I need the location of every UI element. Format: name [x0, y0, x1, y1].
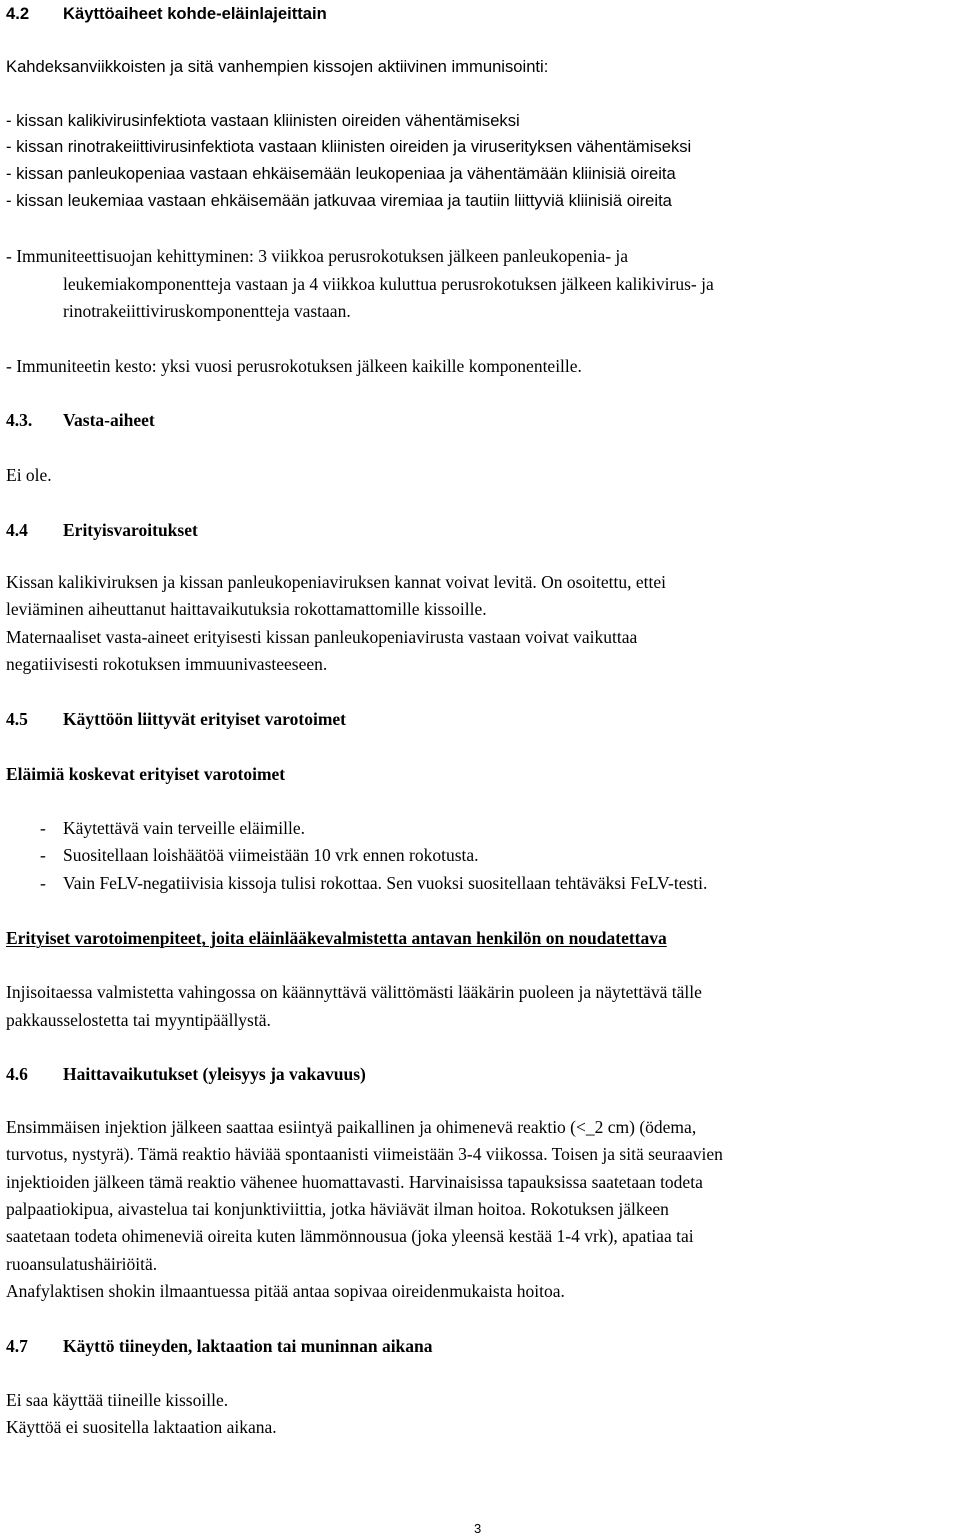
- list-dash: -: [40, 818, 46, 838]
- paragraph-line: - Immuniteettisuojan kehittyminen: 3 viikkoa perusrokotuksen jälkeen panleukopenia- ja: [6, 246, 629, 266]
- subheading: Erityiset varotoimenpiteet, joita eläinlääkevalmistetta antavan henkilön on noudatettava: [6, 928, 667, 948]
- paragraph-line: turvotus, nystyrä). Tämä reaktio häviää spontaanisti viimeistään 3-4 viikossa. Toisen ja sitä seuraavien: [6, 1144, 723, 1164]
- list-item: - kissan rinotrakeiittivirusinfektiota vastaan kliinisten oireiden ja viruserityksen vähentämiseksi: [6, 137, 692, 156]
- section-title: Käyttöaiheet kohde-eläinlajeittain: [63, 4, 327, 23]
- paragraph: Ei ole.: [6, 465, 52, 485]
- paragraph-line: ruoansulatushäiriöitä.: [6, 1254, 158, 1274]
- list-item: - kissan kalikivirusinfektiota vastaan kliinisten oireiden vähentämiseksi: [6, 111, 520, 130]
- paragraph-line: Anafylaktisen shokin ilmaantuessa pitää antaa sopivaa oireidenmukaista hoitoa.: [6, 1281, 565, 1301]
- section-number: 4.2: [6, 4, 30, 23]
- paragraph-line: injektioiden jälkeen tämä reaktio vähenee huomattavasti. Harvinaisissa tapauksissa saatetaan todeta: [6, 1172, 703, 1192]
- section-number: 4.5: [6, 709, 28, 729]
- section-number: 4.7: [6, 1336, 28, 1356]
- paragraph-line: Ei saa käyttää tiineille kissoille.: [6, 1390, 229, 1410]
- section-number: 4.3.: [6, 410, 33, 430]
- list-dash: -: [40, 845, 46, 865]
- paragraph-line: negatiivisesti rokotuksen immuunivasteeseen.: [6, 654, 328, 674]
- list-item: - kissan panleukopeniaa vastaan ehkäisemään leukopeniaa ja vähentämään kliinisiä oireita: [6, 164, 676, 183]
- subheading: Eläimiä koskevat erityiset varotoimet: [6, 764, 286, 784]
- list-item: Vain FeLV-negatiivisia kissoja tulisi rokottaa. Sen vuoksi suositellaan tehtäväksi FeLV-testi.: [63, 873, 708, 893]
- section-title: Haittavaikutukset (yleisyys ja vakavuus): [63, 1064, 366, 1084]
- paragraph-line: Maternaaliset vasta-aineet erityisesti kissan panleukopeniavirusta vastaan voivat vaikuttaa: [6, 627, 638, 647]
- paragraph-line: pakkausselostetta tai myyntipäällystä.: [6, 1010, 271, 1030]
- section-title: Vasta-aiheet: [63, 410, 155, 430]
- section-title: Erityisvaroitukset: [63, 520, 198, 540]
- paragraph-line: palpaatiokipua, aivastelua tai konjunktiviittia, jotka häviävät ilman hoitoa. Rokotuksen jälkeen: [6, 1199, 669, 1219]
- paragraph-line: saatetaan todeta ohimeneviä oireita kuten lämmönnousua (joka yleensä kestää 1-4 vrk), apatiaa tai: [6, 1226, 694, 1246]
- paragraph-line: rinotrakeiittiviruskomponentteja vastaan.: [63, 301, 351, 321]
- paragraph-line: Kissan kalikiviruksen ja kissan panleukopeniaviruksen kannat voivat levitä. On osoitettu, ettei: [6, 572, 666, 592]
- list-dash: -: [40, 873, 46, 893]
- section-number: 4.6: [6, 1064, 28, 1084]
- paragraph-line: leukemiakomponentteja vastaan ja 4 viikkoa kuluttua perusrokotuksen jälkeen kalikivirus- ja: [63, 274, 714, 294]
- page-number: 3: [474, 1521, 482, 1536]
- section-title: Käyttöön liittyvät erityiset varotoimet: [63, 709, 346, 729]
- section-number: 4.4: [6, 520, 28, 540]
- paragraph-line: Injisoitaessa valmistetta vahingossa on käännyttävä välittömästi lääkärin puoleen ja näytettävä tälle: [6, 982, 702, 1002]
- paragraph-line: Käyttöä ei suositella laktaation aikana.: [6, 1417, 277, 1437]
- paragraph-line: - Immuniteetin kesto: yksi vuosi perusrokotuksen jälkeen kaikille komponenteille.: [6, 356, 582, 376]
- paragraph-line: leviäminen aiheuttanut haittavaikutuksia rokottamattomille kissoille.: [6, 599, 487, 619]
- list-item: Käytettävä vain terveille eläimille.: [63, 818, 305, 838]
- paragraph: Kahdeksanviikkoisten ja sitä vanhempien kissojen aktiivinen immunisointi:: [6, 57, 549, 76]
- paragraph-line: Ensimmäisen injektion jälkeen saattaa esiintyä paikallinen ja ohimenevä reaktio (<_2 cm) (ödema,: [6, 1117, 697, 1137]
- list-item: Suositellaan loishäätöä viimeistään 10 vrk ennen rokotusta.: [63, 845, 479, 865]
- list-item: - kissan leukemiaa vastaan ehkäisemään jatkuvaa viremiaa ja tautiin liittyviä kliinisiä oireita: [6, 191, 672, 210]
- section-title: Käyttö tiineyden, laktaation tai muninnan aikana: [63, 1336, 433, 1356]
